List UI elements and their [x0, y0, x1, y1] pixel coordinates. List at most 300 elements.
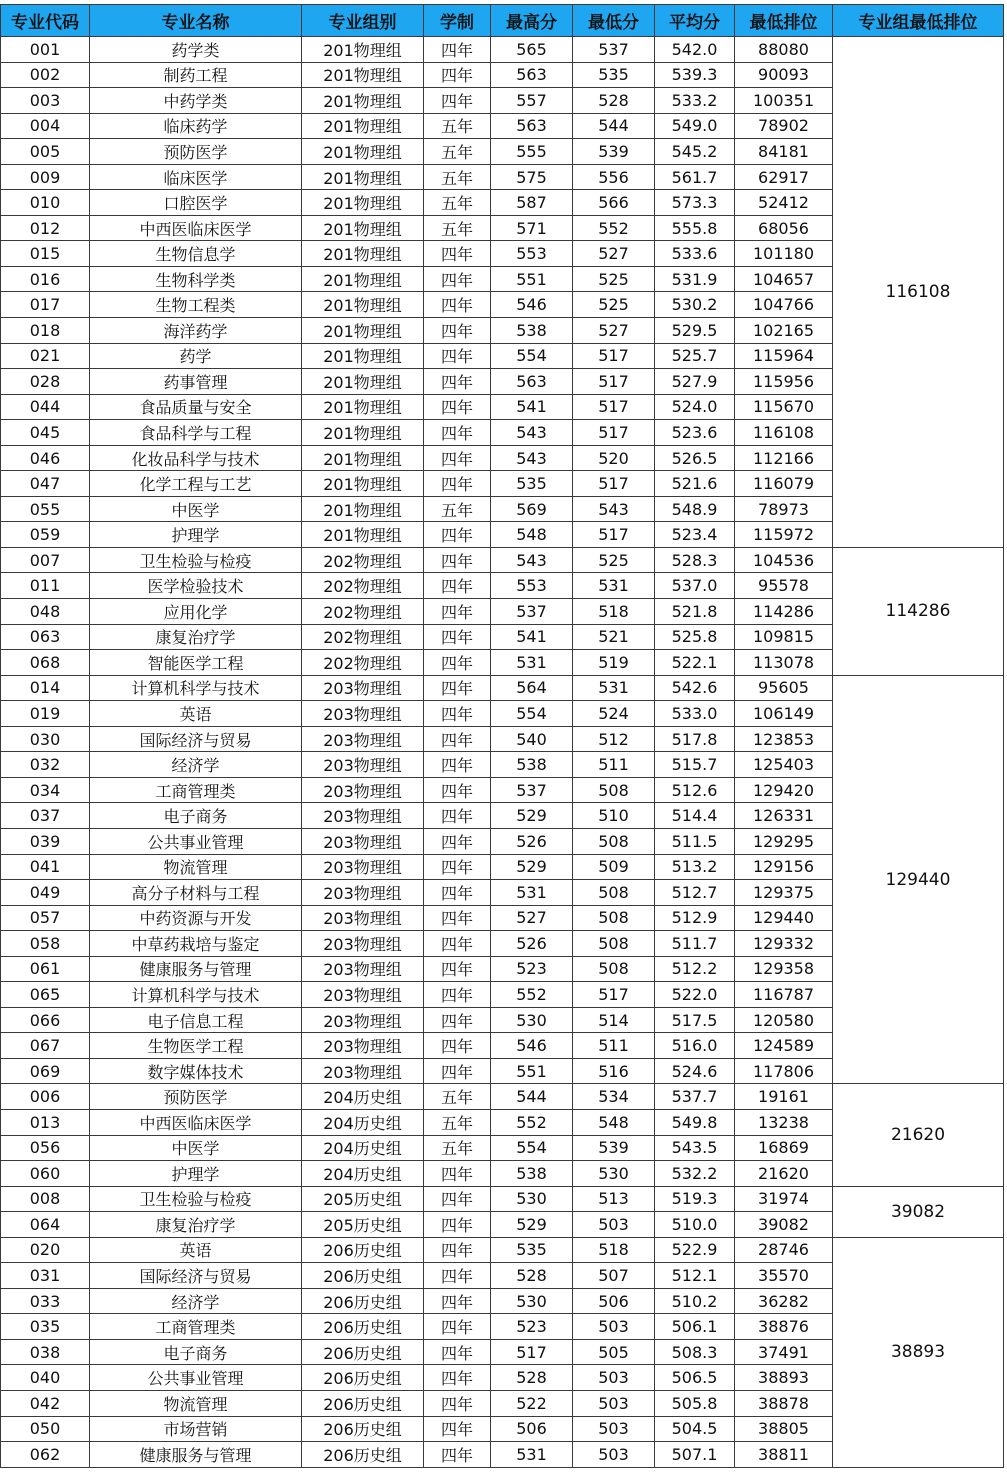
cell-min-rank: 126331 [735, 803, 833, 829]
cell-group-min-rank: 38893 [833, 1237, 1004, 1467]
cell-duration: 四年 [424, 62, 491, 88]
cell-avg-score: 524.6 [655, 1058, 735, 1084]
cell-major-code: 003 [1, 88, 90, 114]
cell-major-group: 206历史组 [302, 1237, 424, 1263]
cell-major-group: 203物理组 [302, 701, 424, 727]
cell-major-code: 066 [1, 1007, 90, 1033]
cell-major-name: 制药工程 [90, 62, 302, 88]
cell-duration: 四年 [424, 931, 491, 957]
cell-major-code: 032 [1, 752, 90, 778]
admission-score-table [0, 4, 1004, 1468]
cell-major-name: 药学类 [90, 37, 302, 63]
cell-avg-score: 512.9 [655, 905, 735, 931]
cell-major-code: 068 [1, 650, 90, 676]
cell-duration: 四年 [424, 1263, 491, 1289]
cell-min-score: 556 [573, 164, 655, 190]
cell-avg-score: 506.1 [655, 1314, 735, 1340]
cell-major-name: 经济学 [90, 1288, 302, 1314]
cell-avg-score: 512.7 [655, 880, 735, 906]
header-major-name: 专业名称 [90, 5, 302, 37]
cell-avg-score: 515.7 [655, 752, 735, 778]
cell-major-name: 康复治疗学 [90, 1212, 302, 1238]
cell-major-code: 012 [1, 215, 90, 241]
cell-avg-score: 521.6 [655, 471, 735, 497]
cell-major-code: 042 [1, 1390, 90, 1416]
cell-min-rank: 115964 [735, 343, 833, 369]
cell-max-score: 564 [491, 675, 573, 701]
cell-major-name: 化妆品科学与技术 [90, 445, 302, 471]
cell-major-code: 001 [1, 37, 90, 63]
cell-avg-score: 514.4 [655, 803, 735, 829]
cell-min-rank: 95605 [735, 675, 833, 701]
cell-min-score: 508 [573, 956, 655, 982]
cell-min-rank: 129420 [735, 777, 833, 803]
cell-avg-score: 516.0 [655, 1033, 735, 1059]
cell-max-score: 555 [491, 139, 573, 165]
cell-avg-score: 542.0 [655, 37, 735, 63]
header-max-score: 最高分 [491, 5, 573, 37]
cell-major-group: 206历史组 [302, 1339, 424, 1365]
cell-avg-score: 549.0 [655, 113, 735, 139]
cell-major-code: 039 [1, 828, 90, 854]
cell-min-rank: 123853 [735, 726, 833, 752]
cell-max-score: 575 [491, 164, 573, 190]
cell-duration: 四年 [424, 420, 491, 446]
header-min-score: 最低分 [573, 5, 655, 37]
cell-max-score: 535 [491, 1237, 573, 1263]
cell-duration: 四年 [424, 905, 491, 931]
cell-major-code: 010 [1, 190, 90, 216]
cell-min-rank: 38878 [735, 1390, 833, 1416]
cell-major-name: 物流管理 [90, 854, 302, 880]
cell-max-score: 587 [491, 190, 573, 216]
cell-major-code: 047 [1, 471, 90, 497]
cell-major-name: 护理学 [90, 1161, 302, 1187]
cell-major-name: 预防医学 [90, 139, 302, 165]
cell-min-rank: 28746 [735, 1237, 833, 1263]
cell-min-score: 511 [573, 752, 655, 778]
cell-major-code: 067 [1, 1033, 90, 1059]
cell-min-score: 508 [573, 777, 655, 803]
cell-major-code: 007 [1, 547, 90, 573]
cell-major-group: 206历史组 [302, 1390, 424, 1416]
cell-min-rank: 116108 [735, 420, 833, 446]
cell-min-score: 530 [573, 1161, 655, 1187]
cell-major-group: 201物理组 [302, 266, 424, 292]
cell-major-code: 041 [1, 854, 90, 880]
cell-major-group: 203物理组 [302, 777, 424, 803]
cell-min-score: 537 [573, 37, 655, 63]
cell-avg-score: 537.0 [655, 573, 735, 599]
cell-max-score: 506 [491, 1416, 573, 1442]
cell-min-rank: 84181 [735, 139, 833, 165]
cell-major-name: 化学工程与工艺 [90, 471, 302, 497]
cell-major-name: 物流管理 [90, 1390, 302, 1416]
cell-max-score: 538 [491, 1161, 573, 1187]
cell-max-score: 544 [491, 1084, 573, 1110]
cell-duration: 五年 [424, 1109, 491, 1135]
cell-max-score: 529 [491, 803, 573, 829]
cell-min-score: 505 [573, 1339, 655, 1365]
header-major-group: 专业组别 [302, 5, 424, 37]
cell-avg-score: 517.5 [655, 1007, 735, 1033]
cell-min-rank: 68056 [735, 215, 833, 241]
cell-min-rank: 38805 [735, 1416, 833, 1442]
cell-major-group: 203物理组 [302, 752, 424, 778]
cell-duration: 五年 [424, 164, 491, 190]
cell-max-score: 531 [491, 880, 573, 906]
cell-major-code: 065 [1, 982, 90, 1008]
cell-major-name: 计算机科学与技术 [90, 675, 302, 701]
cell-major-name: 卫生检验与检疫 [90, 547, 302, 573]
cell-major-group: 201物理组 [302, 394, 424, 420]
cell-duration: 四年 [424, 343, 491, 369]
cell-major-code: 055 [1, 496, 90, 522]
cell-min-rank: 113078 [735, 650, 833, 676]
cell-max-score: 543 [491, 420, 573, 446]
cell-major-code: 019 [1, 701, 90, 727]
cell-duration: 四年 [424, 445, 491, 471]
cell-major-code: 033 [1, 1288, 90, 1314]
cell-avg-score: 505.8 [655, 1390, 735, 1416]
cell-min-rank: 100351 [735, 88, 833, 114]
cell-duration: 四年 [424, 599, 491, 625]
cell-min-score: 519 [573, 650, 655, 676]
cell-avg-score: 531.9 [655, 266, 735, 292]
cell-major-group: 204历史组 [302, 1084, 424, 1110]
cell-min-rank: 115670 [735, 394, 833, 420]
cell-min-rank: 115972 [735, 522, 833, 548]
cell-major-group: 201物理组 [302, 522, 424, 548]
cell-major-group: 205历史组 [302, 1186, 424, 1212]
cell-major-name: 食品质量与安全 [90, 394, 302, 420]
cell-max-score: 538 [491, 752, 573, 778]
cell-avg-score: 555.8 [655, 215, 735, 241]
cell-major-name: 中药资源与开发 [90, 905, 302, 931]
cell-min-score: 506 [573, 1288, 655, 1314]
cell-max-score: 563 [491, 113, 573, 139]
cell-major-name: 智能医学工程 [90, 650, 302, 676]
cell-major-group: 206历史组 [302, 1442, 424, 1468]
cell-major-group: 206历史组 [302, 1416, 424, 1442]
cell-avg-score: 511.7 [655, 931, 735, 957]
cell-duration: 四年 [424, 1339, 491, 1365]
cell-min-score: 508 [573, 931, 655, 957]
cell-min-score: 520 [573, 445, 655, 471]
cell-avg-score: 521.8 [655, 599, 735, 625]
cell-duration: 四年 [424, 675, 491, 701]
cell-major-name: 中西医临床医学 [90, 1109, 302, 1135]
cell-duration: 四年 [424, 1237, 491, 1263]
cell-major-name: 食品科学与工程 [90, 420, 302, 446]
cell-major-name: 健康服务与管理 [90, 956, 302, 982]
header-min-rank: 最低排位 [735, 5, 833, 37]
cell-major-group: 203物理组 [302, 905, 424, 931]
cell-major-code: 030 [1, 726, 90, 752]
cell-duration: 四年 [424, 318, 491, 344]
cell-min-rank: 129295 [735, 828, 833, 854]
header-major-code: 专业代码 [1, 5, 90, 37]
cell-major-group: 206历史组 [302, 1288, 424, 1314]
cell-duration: 四年 [424, 982, 491, 1008]
cell-major-code: 006 [1, 1084, 90, 1110]
cell-min-rank: 31974 [735, 1186, 833, 1212]
cell-duration: 四年 [424, 1442, 491, 1468]
cell-major-group: 201物理组 [302, 420, 424, 446]
cell-major-group: 203物理组 [302, 803, 424, 829]
cell-major-group: 201物理组 [302, 496, 424, 522]
cell-avg-score: 561.7 [655, 164, 735, 190]
cell-min-rank: 124589 [735, 1033, 833, 1059]
cell-major-name: 计算机科学与技术 [90, 982, 302, 1008]
cell-major-name: 工商管理类 [90, 777, 302, 803]
cell-min-rank: 36282 [735, 1288, 833, 1314]
cell-max-score: 535 [491, 471, 573, 497]
cell-avg-score: 510.0 [655, 1212, 735, 1238]
cell-avg-score: 513.2 [655, 854, 735, 880]
cell-min-score: 508 [573, 880, 655, 906]
cell-avg-score: 511.5 [655, 828, 735, 854]
cell-avg-score: 524.0 [655, 394, 735, 420]
cell-avg-score: 507.1 [655, 1442, 735, 1468]
cell-min-score: 503 [573, 1390, 655, 1416]
cell-avg-score: 542.6 [655, 675, 735, 701]
cell-min-score: 512 [573, 726, 655, 752]
table-row [1, 547, 1004, 573]
cell-min-rank: 16869 [735, 1135, 833, 1161]
cell-min-score: 517 [573, 522, 655, 548]
cell-max-score: 537 [491, 777, 573, 803]
cell-major-name: 数字媒体技术 [90, 1058, 302, 1084]
cell-duration: 四年 [424, 854, 491, 880]
cell-group-min-rank: 116108 [833, 37, 1004, 548]
cell-major-name: 工商管理类 [90, 1314, 302, 1340]
cell-min-score: 527 [573, 318, 655, 344]
cell-major-name: 公共事业管理 [90, 1365, 302, 1391]
cell-major-name: 生物医学工程 [90, 1033, 302, 1059]
cell-major-code: 056 [1, 1135, 90, 1161]
cell-min-score: 513 [573, 1186, 655, 1212]
cell-min-score: 521 [573, 624, 655, 650]
cell-duration: 四年 [424, 777, 491, 803]
cell-duration: 四年 [424, 1058, 491, 1084]
cell-major-code: 011 [1, 573, 90, 599]
cell-max-score: 552 [491, 982, 573, 1008]
cell-max-score: 554 [491, 1135, 573, 1161]
cell-major-group: 203物理组 [302, 982, 424, 1008]
cell-avg-score: 545.2 [655, 139, 735, 165]
cell-max-score: 522 [491, 1390, 573, 1416]
cell-avg-score: 525.7 [655, 343, 735, 369]
cell-major-group: 201物理组 [302, 62, 424, 88]
cell-min-rank: 129375 [735, 880, 833, 906]
cell-min-score: 535 [573, 62, 655, 88]
header-group-min-rank: 专业组最低排位 [833, 5, 1004, 37]
cell-group-min-rank: 21620 [833, 1084, 1004, 1186]
cell-min-score: 525 [573, 547, 655, 573]
cell-max-score: 527 [491, 905, 573, 931]
cell-max-score: 563 [491, 369, 573, 395]
table-row [1, 1084, 1004, 1110]
cell-major-group: 201物理组 [302, 37, 424, 63]
cell-major-group: 202物理组 [302, 624, 424, 650]
cell-major-code: 035 [1, 1314, 90, 1340]
cell-major-code: 009 [1, 164, 90, 190]
cell-avg-score: 527.9 [655, 369, 735, 395]
cell-min-rank: 104766 [735, 292, 833, 318]
cell-max-score: 551 [491, 266, 573, 292]
cell-major-code: 049 [1, 880, 90, 906]
cell-duration: 五年 [424, 1135, 491, 1161]
cell-min-score: 514 [573, 1007, 655, 1033]
cell-major-code: 034 [1, 777, 90, 803]
cell-min-score: 516 [573, 1058, 655, 1084]
cell-major-group: 203物理组 [302, 854, 424, 880]
cell-avg-score: 533.2 [655, 88, 735, 114]
cell-avg-score: 525.8 [655, 624, 735, 650]
cell-major-group: 204历史组 [302, 1135, 424, 1161]
cell-major-group: 202物理组 [302, 599, 424, 625]
cell-avg-score: 517.8 [655, 726, 735, 752]
cell-duration: 四年 [424, 369, 491, 395]
cell-major-name: 市场营销 [90, 1416, 302, 1442]
cell-major-name: 电子商务 [90, 1339, 302, 1365]
cell-max-score: 538 [491, 318, 573, 344]
cell-duration: 五年 [424, 139, 491, 165]
cell-min-score: 517 [573, 420, 655, 446]
cell-min-score: 507 [573, 1263, 655, 1289]
cell-min-rank: 104536 [735, 547, 833, 573]
cell-major-code: 037 [1, 803, 90, 829]
cell-max-score: 523 [491, 956, 573, 982]
cell-major-name: 临床医学 [90, 164, 302, 190]
cell-major-name: 中草药栽培与鉴定 [90, 931, 302, 957]
cell-major-code: 021 [1, 343, 90, 369]
cell-major-code: 048 [1, 599, 90, 625]
cell-major-group: 203物理组 [302, 1007, 424, 1033]
cell-major-code: 045 [1, 420, 90, 446]
cell-group-min-rank: 39082 [833, 1186, 1004, 1237]
cell-duration: 四年 [424, 624, 491, 650]
cell-min-rank: 120580 [735, 1007, 833, 1033]
cell-major-name: 口腔医学 [90, 190, 302, 216]
cell-major-group: 201物理组 [302, 88, 424, 114]
cell-max-score: 517 [491, 1339, 573, 1365]
cell-major-name: 医学检验技术 [90, 573, 302, 599]
cell-duration: 五年 [424, 113, 491, 139]
cell-avg-score: 530.2 [655, 292, 735, 318]
cell-min-rank: 62917 [735, 164, 833, 190]
cell-duration: 四年 [424, 1314, 491, 1340]
cell-major-code: 062 [1, 1442, 90, 1468]
cell-duration: 四年 [424, 266, 491, 292]
cell-major-code: 028 [1, 369, 90, 395]
cell-min-score: 543 [573, 496, 655, 522]
cell-max-score: 548 [491, 522, 573, 548]
cell-major-group: 201物理组 [302, 318, 424, 344]
cell-major-code: 013 [1, 1109, 90, 1135]
cell-min-rank: 116079 [735, 471, 833, 497]
cell-max-score: 543 [491, 547, 573, 573]
cell-min-rank: 52412 [735, 190, 833, 216]
cell-major-name: 临床药学 [90, 113, 302, 139]
cell-duration: 四年 [424, 828, 491, 854]
cell-max-score: 530 [491, 1007, 573, 1033]
cell-avg-score: 522.0 [655, 982, 735, 1008]
header-row [1, 5, 1004, 37]
cell-major-name: 生物工程类 [90, 292, 302, 318]
cell-max-score: 530 [491, 1288, 573, 1314]
cell-major-name: 英语 [90, 701, 302, 727]
cell-duration: 四年 [424, 752, 491, 778]
cell-duration: 四年 [424, 241, 491, 267]
cell-major-name: 国际经济与贸易 [90, 726, 302, 752]
cell-avg-score: 523.6 [655, 420, 735, 446]
cell-major-group: 202物理组 [302, 573, 424, 599]
cell-max-score: 526 [491, 828, 573, 854]
table-row [1, 675, 1004, 701]
cell-min-rank: 13238 [735, 1109, 833, 1135]
cell-max-score: 546 [491, 292, 573, 318]
cell-duration: 四年 [424, 1186, 491, 1212]
cell-major-code: 017 [1, 292, 90, 318]
cell-major-name: 康复治疗学 [90, 624, 302, 650]
cell-min-score: 566 [573, 190, 655, 216]
cell-major-group: 205历史组 [302, 1212, 424, 1238]
cell-major-code: 004 [1, 113, 90, 139]
table-row [1, 37, 1004, 63]
cell-min-rank: 109815 [735, 624, 833, 650]
cell-major-name: 中医学 [90, 496, 302, 522]
cell-major-name: 中医学 [90, 1135, 302, 1161]
cell-major-code: 046 [1, 445, 90, 471]
cell-avg-score: 512.2 [655, 956, 735, 982]
cell-major-group: 201物理组 [302, 190, 424, 216]
cell-min-score: 525 [573, 266, 655, 292]
cell-avg-score: 522.1 [655, 650, 735, 676]
cell-major-group: 203物理组 [302, 956, 424, 982]
cell-duration: 四年 [424, 1212, 491, 1238]
cell-major-name: 中药学类 [90, 88, 302, 114]
table-row [1, 1186, 1004, 1212]
cell-duration: 四年 [424, 803, 491, 829]
cell-max-score: 529 [491, 1212, 573, 1238]
cell-duration: 四年 [424, 1033, 491, 1059]
cell-min-score: 508 [573, 828, 655, 854]
cell-major-name: 卫生检验与检疫 [90, 1186, 302, 1212]
cell-min-score: 503 [573, 1416, 655, 1442]
cell-major-name: 高分子材料与工程 [90, 880, 302, 906]
cell-min-rank: 19161 [735, 1084, 833, 1110]
cell-max-score: 557 [491, 88, 573, 114]
cell-major-name: 经济学 [90, 752, 302, 778]
cell-avg-score: 539.3 [655, 62, 735, 88]
cell-min-rank: 125403 [735, 752, 833, 778]
cell-duration: 四年 [424, 880, 491, 906]
cell-min-rank: 37491 [735, 1339, 833, 1365]
cell-major-name: 电子信息工程 [90, 1007, 302, 1033]
cell-min-rank: 104657 [735, 266, 833, 292]
cell-avg-score: 543.5 [655, 1135, 735, 1161]
cell-major-group: 201物理组 [302, 445, 424, 471]
cell-max-score: 554 [491, 701, 573, 727]
cell-major-code: 063 [1, 624, 90, 650]
cell-major-group: 203物理组 [302, 675, 424, 701]
cell-major-code: 060 [1, 1161, 90, 1187]
cell-major-group: 201物理组 [302, 241, 424, 267]
cell-major-code: 031 [1, 1263, 90, 1289]
cell-major-group: 201物理组 [302, 215, 424, 241]
